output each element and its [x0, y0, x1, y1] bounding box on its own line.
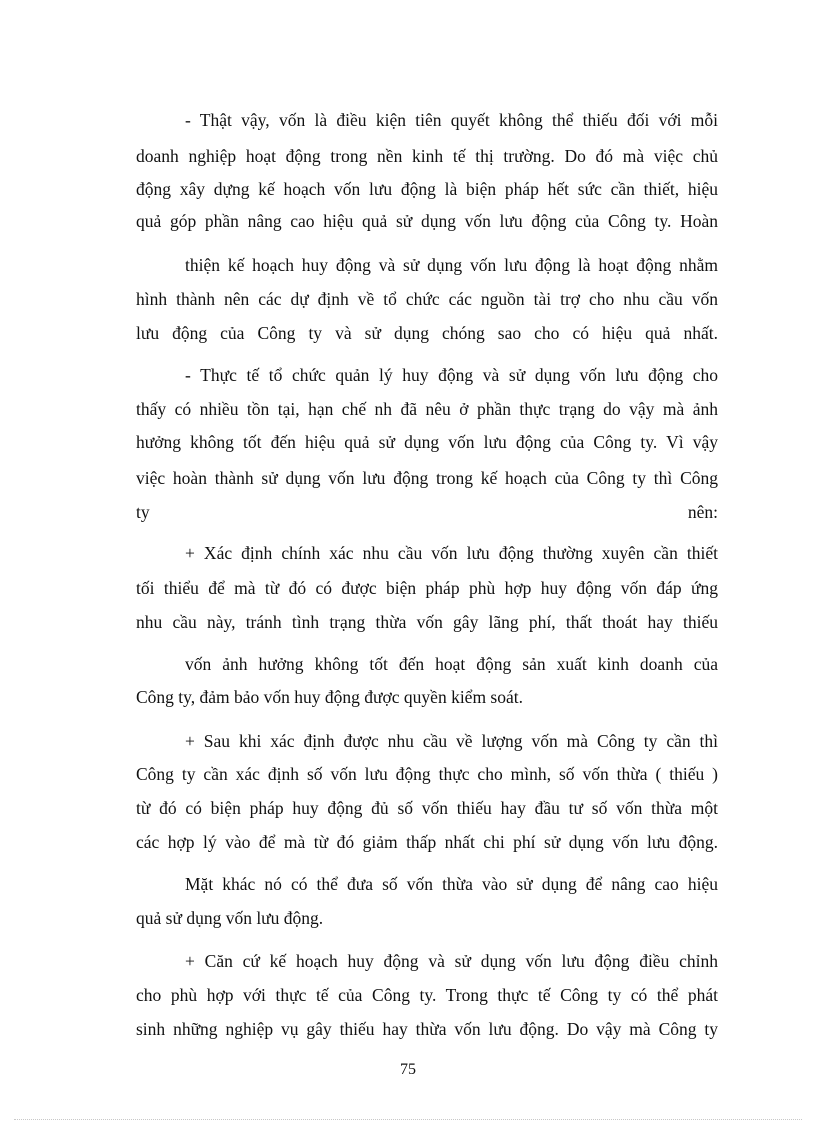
- paragraph-line: thiện kế hoạch huy động và sử dụng vốn lưu động là hoạt động nhằm: [185, 255, 718, 275]
- paragraph-line: + Căn cứ kế hoạch huy động và sử dụng vốn lưu động điều chỉnh: [185, 951, 718, 971]
- paragraph-line: hình thành nên các dự định về tổ chức các nguồn tài trợ cho nhu cầu vốn: [136, 289, 718, 309]
- paragraph-line: quả góp phần nâng cao hiệu quả sử dụng vốn lưu động của Công ty. Hoàn: [136, 211, 718, 231]
- paragraph-line: ty nên:: [136, 502, 718, 522]
- paragraph-line: tối thiểu để mà từ đó có được biện pháp phù hợp huy động vốn đáp ứng: [136, 578, 718, 598]
- paragraph-line: cho phù hợp với thực tế của Công ty. Trong thực tế Công ty có thể phát: [136, 985, 718, 1005]
- paragraph-line: - Thật vậy, vốn là điều kiện tiên quyết không thể thiếu đối với mỗi: [185, 110, 718, 130]
- paragraph-line: + Sau khi xác định được nhu cầu về lượng vốn mà Công ty cần thì: [185, 731, 718, 751]
- paragraph-line: quả sử dụng vốn lưu động.: [136, 908, 324, 928]
- paragraph-line: doanh nghiệp hoạt động trong nền kinh tế thị trường. Do đó mà việc chủ: [136, 146, 718, 166]
- page-number: 75: [400, 1061, 416, 1078]
- paragraph-line: sinh những nghiệp vụ gây thiếu hay thừa vốn lưu động. Do vậy mà Công ty: [136, 1019, 718, 1039]
- paragraph-line: hưởng không tốt đến hiệu quả sử dụng vốn lưu động của Công ty. Vì vậy: [136, 432, 718, 452]
- paragraph-line: + Xác định chính xác nhu cầu vốn lưu động thường xuyên cần thiết: [185, 543, 718, 563]
- paragraph-line: nhu cầu này, tránh tình trạng thừa vốn gây lãng phí, thất thoát hay thiếu: [136, 612, 718, 632]
- page-bottom-edge: [14, 1119, 802, 1120]
- paragraph-line: từ đó có biện pháp huy động đủ số vốn thiếu hay đầu tư số vốn thừa một: [136, 798, 718, 818]
- paragraph-line: Mặt khác nó có thể đưa số vốn thừa vào sử dụng để nâng cao hiệu: [185, 874, 718, 894]
- paragraph-line: Công ty cần xác định số vốn lưu động thực cho mình, số vốn thừa ( thiếu ): [136, 764, 718, 784]
- paragraph-line: - Thực tế tổ chức quản lý huy động và sử dụng vốn lưu động cho: [185, 365, 718, 385]
- paragraph-line: thấy có nhiều tồn tại, hạn chế nh đã nêu ở phần thực trạng do vậy mà ảnh: [136, 399, 718, 419]
- paragraph-line: các hợp lý vào để mà từ đó giảm thấp nhất chi phí sử dụng vốn lưu động.: [136, 832, 718, 852]
- paragraph-line: Công ty, đảm bảo vốn huy động được quyền kiểm soát.: [136, 687, 523, 707]
- paragraph-line: động xây dựng kế hoạch vốn lưu động là biện pháp hết sức cần thiết, hiệu: [136, 179, 718, 199]
- paragraph-line: vốn ảnh hưởng không tốt đến hoạt động sản xuất kinh doanh của: [185, 654, 718, 674]
- paragraph-line: lưu động của Công ty và sử dụng chóng sao cho có hiệu quả nhất.: [136, 323, 718, 343]
- paragraph-line: việc hoàn thành sử dụng vốn lưu động trong kế hoạch của Công ty thì Công: [136, 468, 718, 488]
